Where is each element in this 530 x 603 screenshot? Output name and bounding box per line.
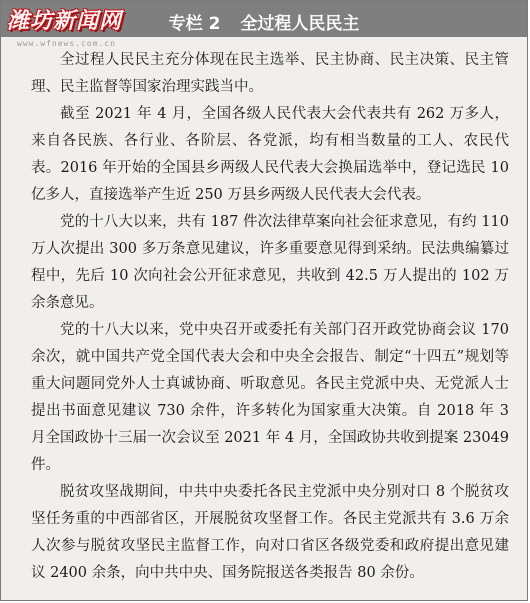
column-label: 专栏 2 [168,14,221,34]
paragraph-2: 截至 2021 年 4 月，全国各级人民代表大会代表共有 262 万多人，来自各民族、各行业、各阶层、各党派，均有相当数量的工人、农民代表。2016 年开始的全国县乡两级人民代表大会换届选举中，登记选民 10 亿多人，直接选举产生近 250 万县乡两级人民代表大会代表。 [31,106,509,203]
paragraph-1: 全过程人民民主充分体现在民主选举、民主协商、民主决策、民主管理、民主监督等国家治理实践当中。 [31,52,509,95]
article-body [31,47,509,587]
paragraph-5: 脱贫攻坚战期间，中共中央委托各民主党派中央分别对口 8 个脱贫攻坚任务重的中西部省区，开展脱贫攻坚督工作。各民主党派共有 3.6 万余人次参与脱贫攻坚民主监督工作，向对口省区各级党委和政府提出意见建议 2400 余条，向中共中央、国务院报送各类报告 80 余份。 [31,484,509,581]
paragraph-3: 党的十八大以来，共有 187 件次法律草案向社会征求意见，有约 110 万人次提出 300 多万条意见建议，许多重要意见得到采纳。民法典编纂过程中，先后 10 次向社会公开征求意见，共收到 42.5 万人提出的 102 万余条意见。 [31,214,509,311]
page-title [1,9,527,34]
column-title: 全过程人民民主 [240,14,360,34]
column-header [1,1,527,37]
site-url-watermark: www.wfnews.com.cn [17,39,116,48]
site-logo: 潍坊新闻网 [7,8,123,34]
paragraph-4: 党的十八大以来，党中央召开或委托有关部门召开政党协商会议 170 余次，就中国共产党全国代表大会和中央全会报告、制定“十四五”规划等重大问题同党外人士真诚协商、听取意见。各民主党派中央、无党派人士提出书面意见建议 730 余件，许多转化为国家重大决策。自 2018 年 3 月全国政协十三届一次会议至 2021 年 4 月，全国政协共收到提案 23049 件。 [31,322,509,473]
